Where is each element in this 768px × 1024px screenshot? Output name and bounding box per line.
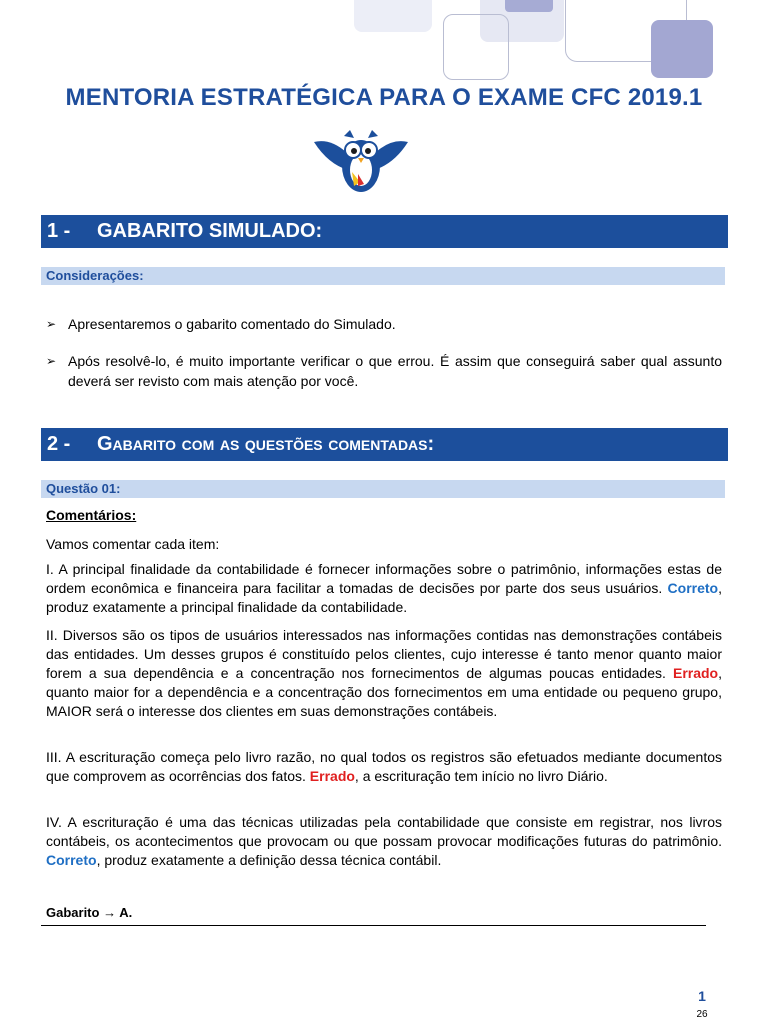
arrowhead-bullet-icon: ➢ bbox=[46, 317, 57, 331]
section-number: 1 - bbox=[47, 220, 71, 242]
owl-mascot-icon bbox=[308, 126, 414, 196]
item-explanation: , quanto maior for a dependência e a concentração dos fornecimentos em uma entidade ou pequeno grupo, MAIOR será o interesse dos clientes em suas demonstrações contábeis. bbox=[46, 665, 722, 719]
list-item bbox=[46, 351, 722, 391]
arrow-right-icon: → bbox=[103, 905, 117, 920]
item-text: II. Diversos são os tipos de usuários interessados nas informações contidas nas demonstrações contábeis das entidades. Um desses grupos é constituído pelos clientes, cujo interesse é tanto menor quanto maior forem a sua dependência e a concentração nos fornecimentos de algumas poucas entidades. bbox=[46, 627, 722, 681]
decor-square bbox=[354, 0, 432, 32]
item-explanation: , produz exatamente a principal finalidade da contabilidade. bbox=[46, 580, 722, 615]
item-explanation: , a escrituração tem início no livro Diário. bbox=[354, 768, 608, 784]
arrowhead-bullet-icon: ➢ bbox=[46, 354, 57, 368]
comentarios-intro: Vamos comentar cada item: bbox=[46, 536, 220, 552]
verdict-correct: Correto bbox=[46, 852, 97, 868]
page-number: 1 bbox=[698, 988, 706, 1004]
verdict-wrong: Errado bbox=[672, 665, 719, 681]
item-text: IV. A escrituração é uma das técnicas utilizadas pela contabilidade que consiste em registrar, nos livros contábeis, os acontecimentos que provocam ou que possam provocar modificações futuras do patrimônio. bbox=[46, 814, 722, 849]
item-text: III. A escrituração começa pelo livro razão, no qual todos os registros são efetuados mediante documentos que comprovem as ocorrências dos fatos. bbox=[46, 749, 722, 784]
section-2-header bbox=[41, 428, 728, 461]
bullet-text: Após resolvê-lo, é muito importante verificar o que errou. É assim que conseguirá saber qual assunto deverá ser revisto com mais atenção por você. bbox=[68, 353, 722, 389]
decor-square bbox=[651, 20, 713, 78]
item-comment bbox=[46, 560, 722, 617]
gabarito-answer bbox=[46, 905, 132, 920]
page-total: 26 bbox=[696, 1009, 708, 1020]
consideracoes-label: Considerações: bbox=[41, 267, 725, 285]
questao-label: Questão 01: bbox=[41, 480, 725, 498]
section-title: GABARITO SIMULADO: bbox=[97, 220, 323, 242]
item-comment bbox=[46, 626, 722, 721]
gabarito-label: Gabarito bbox=[46, 905, 100, 920]
item-comment bbox=[46, 813, 722, 870]
comentarios-heading: Comentários: bbox=[46, 507, 137, 523]
item-text: I. A principal finalidade da contabilidade é fornecer informações sobre o patrimônio, informações estas de ordem econômica e financeira para facilitar a tomadas de decisões por parte dos seus usuários. bbox=[46, 561, 722, 596]
item-comment bbox=[46, 748, 722, 786]
decor-square bbox=[505, 0, 553, 12]
verdict-wrong: Errado bbox=[309, 768, 355, 784]
verdict-correct: Correto bbox=[667, 580, 719, 596]
gabarito-value: A. bbox=[119, 905, 133, 920]
section-number: 2 - bbox=[47, 433, 71, 455]
section-title: Gabarito com as questões comentadas: bbox=[97, 433, 435, 455]
bullet-text: Apresentaremos o gabarito comentado do Simulado. bbox=[68, 316, 396, 332]
list-item bbox=[46, 314, 722, 334]
section-1-header bbox=[41, 215, 728, 248]
item-explanation: , produz exatamente a definição dessa técnica contábil. bbox=[96, 852, 442, 868]
decor-outline-square bbox=[443, 14, 509, 80]
document-title: MENTORIA ESTRATÉGICA PARA O EXAME CFC 2019.1 bbox=[65, 84, 703, 111]
divider bbox=[41, 925, 706, 926]
